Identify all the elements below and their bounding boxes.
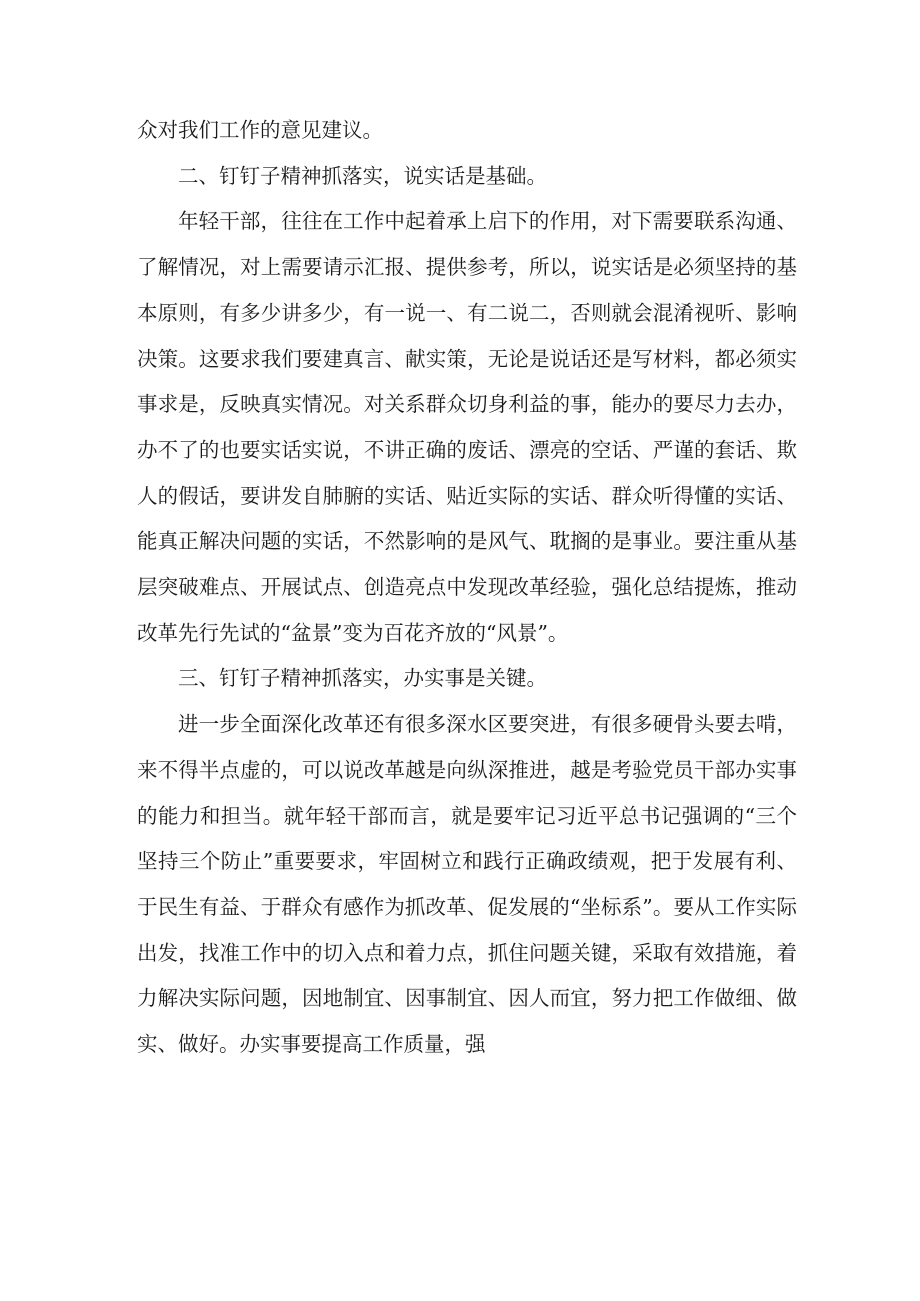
paragraph-continuation: 众对我们工作的意见建议。 <box>137 118 383 142</box>
paragraph-body-2: 年轻干部，往往在工作中起着承上启下的作用，对下需要联系沟通、了解情况，对上需要请示汇报、提供参考，所以，说实话是必须坚持的基本原则，有多少讲多少，有一说一、有二说二，否则就会混淆视听、影响决策。这要求我们要建真言、献实策，无论是说话还是写材料，都必须实事求是，反映真实情况。对关系群众切身利益的事，能办的要尽力去办，办不了的也要实话实说，不讲正确的废话、漂亮的空话、严谨的套话、欺人的假话，要讲发自肺腑的实话、贴近实际的实话、群众听得懂的实话、能真正解决问题的实话，不然影响的是风气、耽搁的是事业。要注重从基层突破难点、开展试点、创造亮点中发现改革经验，强化总结提炼，推动改革先行先试的“盆景”变为百花齐放的“风景”。 <box>137 209 797 645</box>
document-body <box>137 108 797 1068</box>
section-heading-2: 二、钉钉子精神抓落实，说实话是基础。 <box>178 163 547 188</box>
section-heading-3: 三、钉钉子精神抓落实，办实事是关键。 <box>178 666 547 691</box>
paragraph-body-3: 进一步全面深化改革还有很多深水区要突进，有很多硬骨头要去啃，来不得半点虚的，可以说改革越是向纵深推进，越是考验党员干部办实事的能力和担当。就年轻干部而言，就是要牢记习近平总书记强调的“三个坚持三个防止”重要要求，牢固树立和践行正确政绩观，把于发展有利、于民生有益、于群众有感作为抓改革、促发展的“坐标系”。要从工作实际出发，找准工作中的切入点和着力点，抓住问题关键，采取有效措施，着力解决实际问题，因地制宜、因事制宜、因人而宜，努力把工作做细、做实、做好。办实事要提高工作质量，强 <box>137 712 797 1057</box>
